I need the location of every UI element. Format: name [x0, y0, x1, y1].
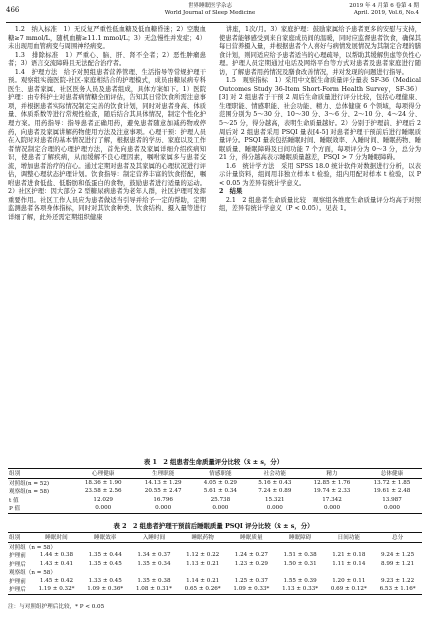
journal-title-en: World Journal of Sleep Medicine: [164, 10, 256, 16]
paragraph-nursing-method: 1.4 护理方法 给予对照组患者营养管理、生活指导等常规护理干预。观察组实施医院-社区-家庭相结合的护理模式，成员由糖尿病专科医生、患者家属、社区医务人员及患者组成，具体方案如下。1）医院护理：由专科护士对患者病情糖全面评估，告知其日常饮食所需注意事项，并根据患者实际情况制定完善的饮食计划，同时对患者身高、体质量、体质系数等进行常规性检查，随后结合其具体情况，制定个性化护理方案。用药指导：指导患者正确用药，避免患者随意加减药物或停药，向患者及家属讲解药物使用方法及注意事项。心理干预：护理人员在入院时对患者的基本情况进行了解，根据患者的学历、家庭以及工作者情况制定合理的心理护理方法，首先向患者及家属详细介绍疾病知识，使患者了解疾病，从而缓解不良心理因素，嘱咐家属多与患者交流，增加患者治疗的信心。通过定期对患者及其家属的心理状况进行评估，调整心理状态护理计划。饮食指导：制定营养丰富的饮食搭配，嘱咐患者进食低盐、低脂肪和低蛋白的食物，鼓励患者进行适量的运动。2）社区护理：因大部分 2 型糖尿病患者为老年人群，社区护理可发挥重要作用。社区工作人员应为患者做适当引导并给予一定的帮助，定期监测患者各项身体指标，同时对其饮食种类、饮食结构、摄入量等进行详细了解，此外还需定期组织健康: [8, 68, 206, 222]
table1-header-cell: 生理职能: [151, 471, 175, 478]
table-row: [8, 504, 422, 513]
paragraph-results-2-1: 2.1 2 组患者生命质量比较 观察组各维度生命质量评分均高于对照组，差异有统计学意义（P < 0.05）。见表 1。: [219, 196, 421, 213]
table1-header-cell: 总体健康: [380, 471, 404, 478]
table-cell: 1.13 ± 0.21: [186, 560, 220, 567]
issue-info-en: April. 2019, Vol.6, No.4: [353, 10, 419, 16]
table2-footnote: 注：与对照组护理后比较，* P < 0.05: [8, 604, 105, 610]
group-label: 对照组（n = 58）: [9, 544, 56, 551]
table-cell: 25.738: [210, 496, 231, 503]
table-cell: 护理后: [9, 561, 26, 568]
table-cell: 9.24 ± 1.25: [381, 552, 415, 559]
table-cell: 12.85 ± 1.76: [313, 479, 351, 486]
header-rule: [6, 22, 421, 23]
table-cell: 1.12 ± 0.22: [186, 552, 220, 559]
table-group-row: [8, 568, 422, 577]
table-cell: 5.16 ± 0.43: [258, 479, 292, 486]
table2-header-row: [8, 533, 422, 543]
table-cell: 17.342: [322, 496, 342, 503]
paragraph-inclusion: 1.2 纳入标准 1）无反复严重性低血糖及低血糖昏迷；2）空腹血糖≥7 mmol/L，随机血糖≥11.1 mmol/L；3）无急慢性并发症；4）未出现用血管病变与周围神经病变。: [8, 26, 206, 51]
table-cell: 1.45 ± 0.42: [39, 577, 74, 584]
table-cell: P 值: [9, 506, 21, 513]
table-cell: 8.99 ± 1.21: [381, 560, 415, 567]
table-cell: 13.72 ± 1.85: [373, 479, 411, 486]
table-group-row: [8, 542, 422, 551]
table2-header-cell: 组别: [9, 535, 21, 542]
table-cell: 0.65 ± 0.26*: [184, 586, 221, 593]
table-cell: 15.321: [265, 496, 285, 503]
paragraph-statistics: 1.6 统计学方法 采用 SPSS 18.0 统计软件对数据进行分析，以表示计量资料，组间用非独立样本 t 检验，组内用配对样本 t 检验，以 P < 0.05 为差异有统计学意义。: [219, 162, 421, 187]
table-cell: 19.74 ± 2.33: [313, 488, 351, 495]
table1-header-cell: 组别: [9, 471, 21, 478]
table-cell: 1.19 ± 0.32*: [38, 586, 75, 593]
issue-info-cn: 2019 年 4 月第 6 卷第 4 期: [349, 3, 419, 9]
paragraph-exclusion: 1.3 排除标准 1）严重心、脑、肝、肾不全者；2）恶性肿瘤患者；3）语言交流障碍且无法配合治疗者。: [8, 51, 206, 68]
table-cell: 4.05 ± 0.29: [203, 479, 237, 486]
table-cell: 护理前: [9, 578, 26, 585]
table-cell: 对照组(n = 52): [9, 480, 50, 487]
table-cell: 1.55 ± 0.39: [283, 577, 317, 584]
table1-header-cell: 心理健康: [92, 471, 115, 478]
table-cell: 1.21 ± 0.18: [332, 552, 366, 559]
journal-title-cn: 世界睡眠医学杂志: [187, 3, 232, 9]
table2: [8, 532, 422, 595]
table-row: [8, 496, 422, 505]
table2-header-cell: 睡眠效率: [94, 535, 117, 542]
table-cell: 1.35 ± 0.45: [88, 560, 122, 567]
table2-header-cell: 睡眠质量: [240, 535, 263, 542]
table-cell: 1.43 ± 0.41: [39, 560, 74, 567]
table-cell: 20.55 ± 2.47: [144, 488, 182, 495]
table-cell: 1.14 ± 0.21: [186, 577, 220, 584]
table-cell: t 值: [9, 497, 19, 504]
table-cell: 0.000: [212, 505, 229, 512]
table2-header-cell: 睡眠障碍: [288, 535, 312, 542]
table-cell: 1.35 ± 0.34: [137, 560, 171, 567]
table-cell: 14.13 ± 1.29: [144, 479, 182, 486]
table2-header-cell: 总分: [391, 535, 404, 542]
table-cell: 1.08 ± 0.31*: [135, 586, 172, 593]
table-cell: 0.000: [155, 505, 172, 512]
table-cell: 观察组(n = 58): [9, 489, 50, 496]
left-column: [8, 26, 206, 223]
table1-header-cell: 情感职能: [209, 471, 232, 478]
table-cell: 1.23 ± 0.29: [234, 560, 268, 567]
table-cell: 0.000: [266, 505, 283, 512]
table-row: [8, 551, 422, 560]
table-cell: 5.61 ± 0.34: [203, 488, 237, 495]
table2-header-cell: 入睡时间: [142, 535, 166, 542]
table-cell: 1.25 ± 0.37: [234, 577, 268, 584]
table-cell: 1.20 ± 0.11: [332, 577, 366, 584]
table2-header-cell: 日间功能: [337, 535, 360, 542]
table-cell: 1.35 ± 0.38: [137, 577, 171, 584]
table-cell: 1.11 ± 0.14: [332, 560, 366, 567]
table2-header-cell: 睡眠药物: [191, 535, 214, 542]
table-cell: 16.796: [153, 496, 173, 503]
table-cell: 0.000: [95, 505, 112, 512]
table1-header-cell: 社会功能: [263, 471, 286, 478]
table1-header-row: [8, 469, 422, 479]
table-cell: 1.51 ± 0.38: [283, 552, 317, 559]
table-cell: 护理前: [9, 553, 26, 560]
table-cell: 19.61 ± 2.48: [373, 488, 411, 495]
table2-caption: 表 2 2 组患者护理干预前后睡眠质量 PSQI 评分比较（x̄ ± s，分）: [113, 522, 314, 530]
table-cell: 1.44 ± 0.38: [39, 552, 74, 559]
table-cell: 1.34 ± 0.37: [137, 552, 171, 559]
table-cell: 13.987: [382, 496, 402, 503]
table-cell: 1.09 ± 0.36*: [87, 586, 124, 593]
table-cell: 0.000: [323, 505, 340, 512]
table-row: [8, 560, 422, 569]
table-cell: 6.53 ± 1.16*: [379, 586, 416, 593]
table-cell: 0.69 ± 0.12*: [330, 586, 367, 593]
table-cell: 1.09 ± 0.33*: [233, 586, 270, 593]
table1: [8, 468, 422, 514]
table1-header-cell: 精力: [326, 471, 338, 478]
table-row: [8, 487, 422, 496]
table-cell: 7.24 ± 0.89: [258, 488, 292, 495]
page-header: [0, 0, 427, 22]
table-row: [8, 577, 422, 586]
table-cell: 1.33 ± 0.45: [88, 577, 122, 584]
table-cell: 18.36 ± 1.90: [84, 479, 122, 486]
paragraph-observation: 1.5 观察指标 1）采用中文版生命质量评分量表 SF-36（Medical Outcomes Study 36-Item Short-Form Health Survey，SF-36）[3] 对 2 组患者于干预 2 周后生命质量进行评分比较，包括心理健康、生理职能、情感职能、社会功能、精力、总体健康 6 个领域，每项得分范围分别为 5～30 分、10～30 分、3～6 分、2～10 分、4～24 分、5～25 分，得分越高，表明生命质量越好。2）分别于护理前、护理后 2 周后对 2 组患者采用 PSQI 量表[4-5] 对患者护理干预前后进行睡眠质量评分。PSQI 量表包括睡眠时间、睡眠效率、入睡时间、睡眠药物、睡眠质量、睡眠障碍及日间功能 7 个方面，每项评分为 0～3 分，总分为 21 分，得分越高表示睡眠质量越差，PSQI > 7 分为睡眠障碍。: [219, 77, 421, 162]
table-cell: 9.23 ± 1.22: [381, 577, 415, 584]
paragraph-family-care: 讲座，1次/月。3）家庭护理：鼓励家属给予患者更多的安慰与支持，使患者能够感受到来自家庭成员间的温暖，同时应监督患者饮食，确保其每日营养摄入量，并根据患者个人喜好与病情发展情况为其制定合理的膳食计划，则同适应给予患者适当的心理疏导，以帮助其缓解焦虑等负性心理。护理人员定期通过电话及网络平台等方式对患者及患者家庭进行随访，了解患者用药情况及膳食改善情况，并对发现的问题进行指导。: [219, 26, 421, 76]
table-cell: 1.50 ± 0.31: [283, 560, 317, 567]
right-column: [219, 26, 421, 214]
table1-caption: 表 1 2 组患者生命质量评分比较（x̄ ± s，分）: [143, 458, 284, 466]
table-cell: 12.029: [93, 496, 113, 503]
section-results-heading: 2 结果: [219, 188, 243, 196]
table-cell: 1.35 ± 0.44: [88, 552, 122, 559]
table-row: [8, 585, 422, 594]
page-number: 466: [6, 6, 20, 14]
table-cell: 1.24 ± 0.27: [234, 552, 268, 559]
table2-header-cell: 睡眠时间: [45, 535, 68, 542]
table-cell: 0.000: [383, 505, 400, 512]
table-cell: 护理后: [9, 587, 26, 594]
group-label: 观察组（n = 58）: [9, 570, 56, 577]
table-row: [8, 478, 422, 487]
table-cell: 1.13 ± 0.33*: [282, 586, 319, 593]
table-cell: 23.58 ± 2.56: [84, 488, 122, 495]
